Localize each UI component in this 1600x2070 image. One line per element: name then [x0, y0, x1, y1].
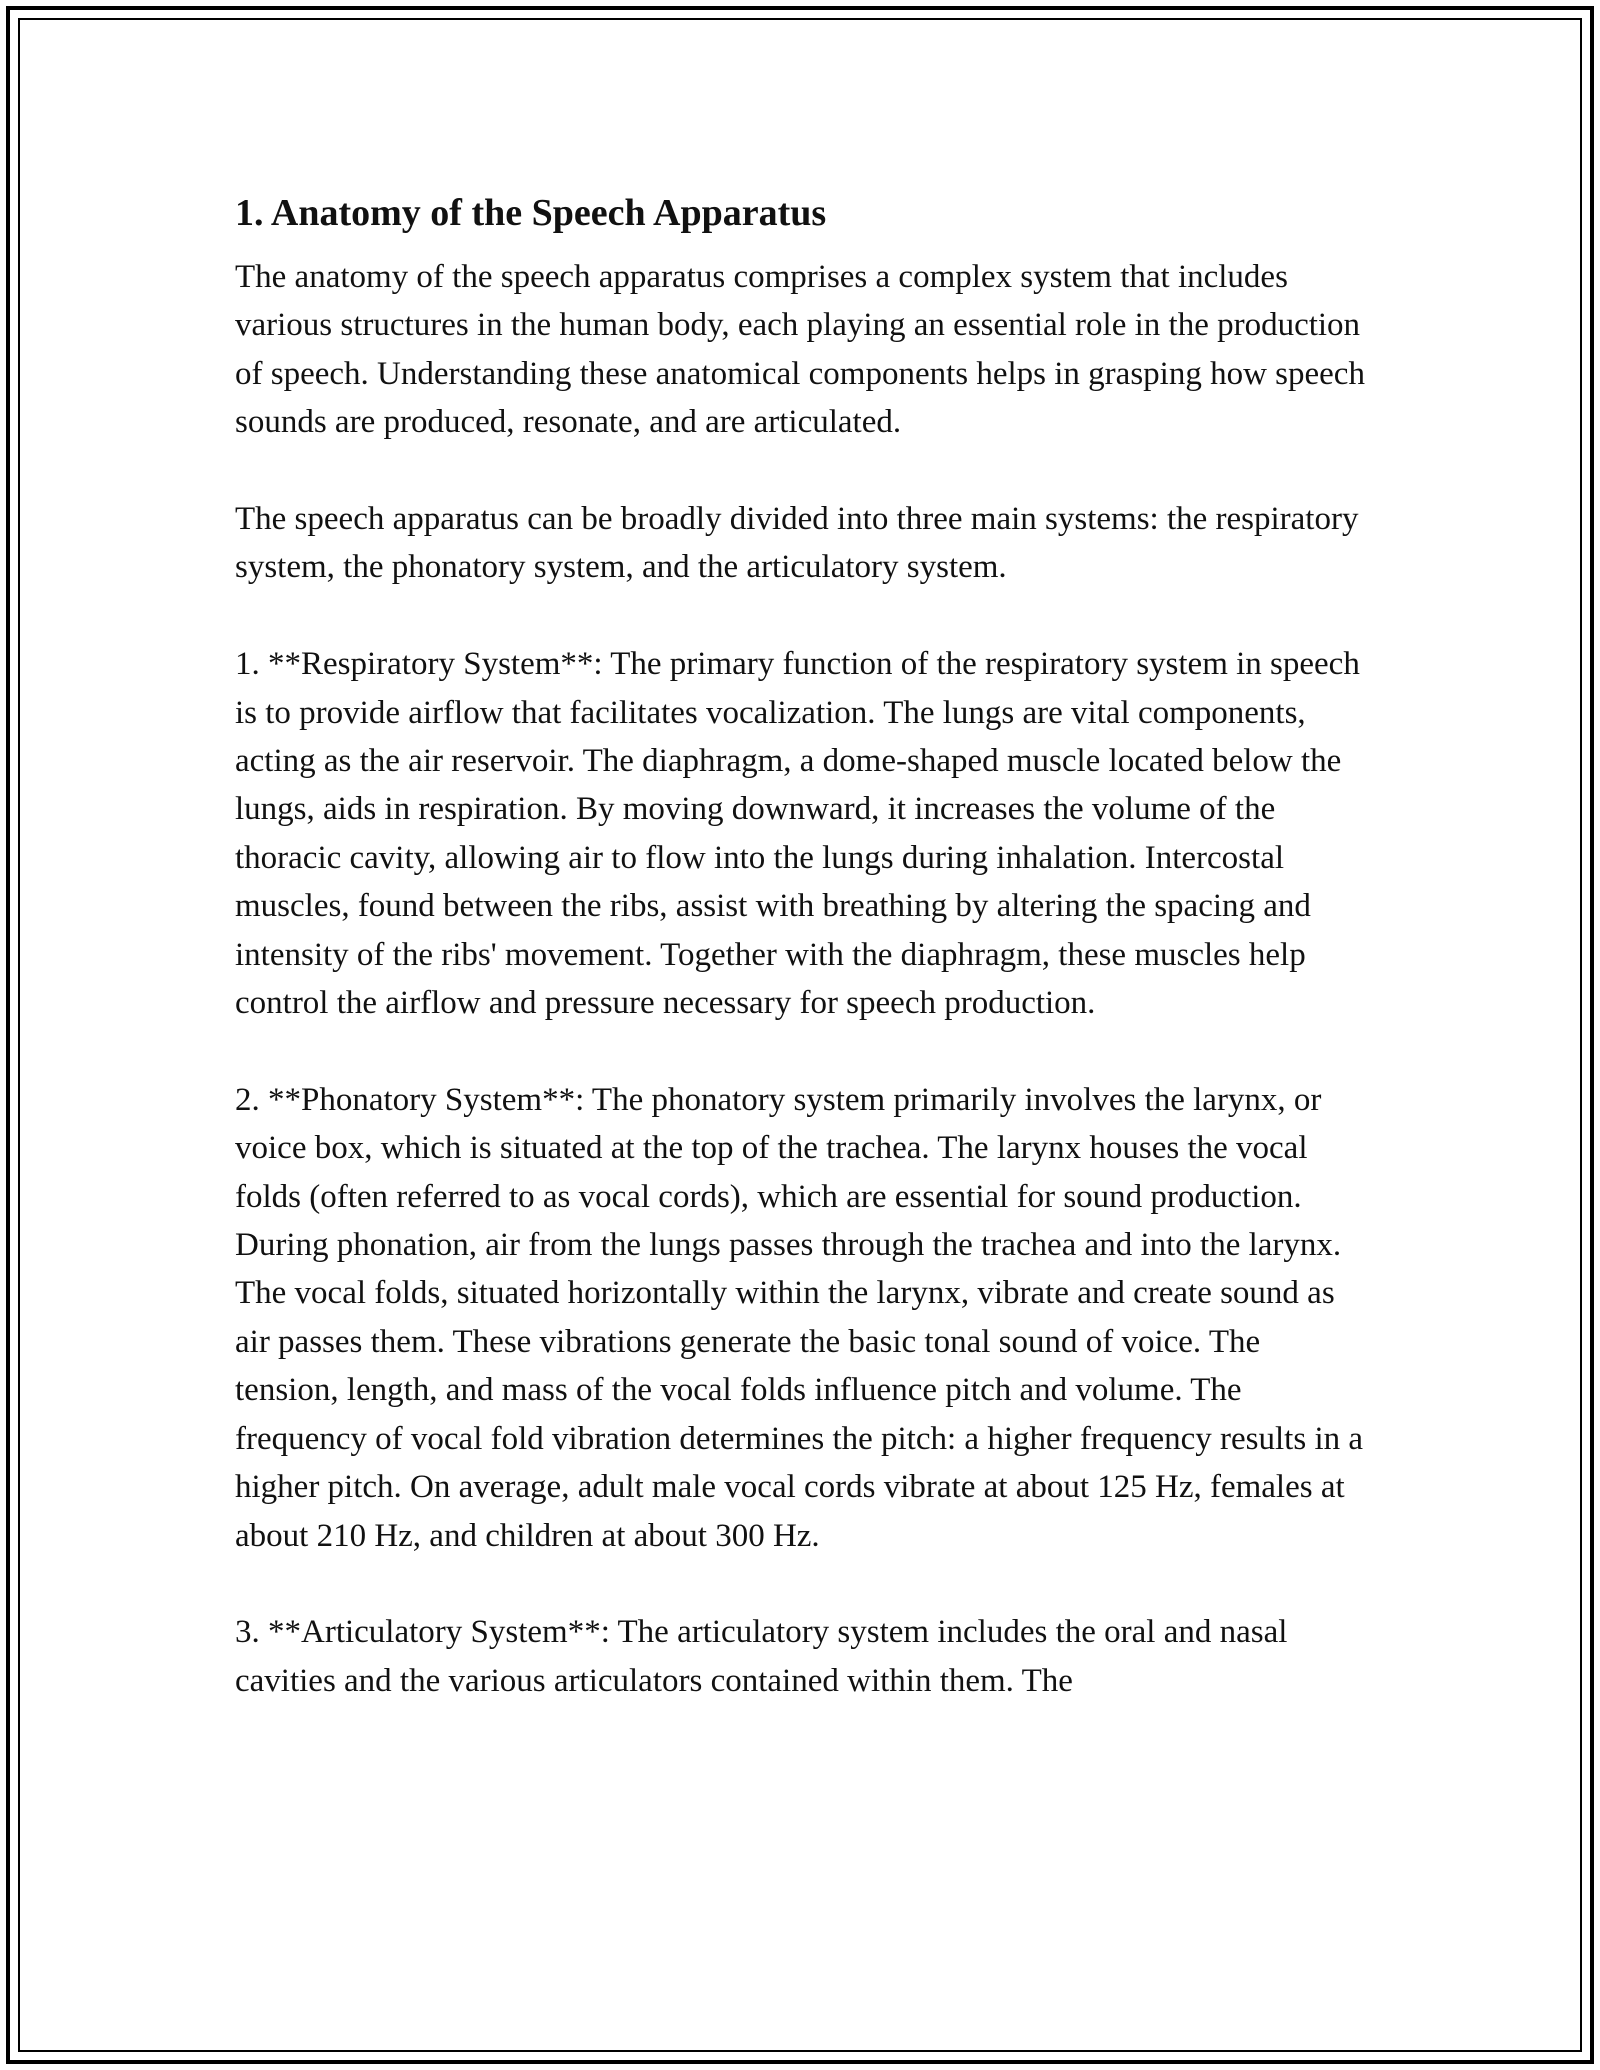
paragraph-systems-overview: The speech apparatus can be broadly divided into three main systems: the respiratory system, the phonatory system, and the articulatory system. — [235, 501, 1359, 586]
section-heading: 1. Anatomy of the Speech Apparatus — [235, 192, 827, 234]
paragraph-intro: The anatomy of the speech apparatus comprises a complex system that includes various structures in the human body, each playing an essential role in the production of speech. Understanding these anatomical components helps in grasping how speech sounds are produced, resonate, and are articulated. — [235, 259, 1365, 441]
paragraph-articulatory-system: 3. **Articulatory System**: The articulatory system includes the oral and nasal cavities and the various articulators contained within them. The — [235, 1614, 1288, 1699]
document-body — [235, 187, 1370, 1754]
paragraph-respiratory-system: 1. **Respiratory System**: The primary function of the respiratory system in speech is to provide airflow that facilitates vocalization. The lungs are vital components, acting as the air reservoir. The diaphragm, a dome-shaped muscle located below the lungs, aids in respiration. By moving downward, it increases the volume of the thoracic cavity, allowing air to flow into the lungs during inhalation. Intercostal muscles, found between the ribs, assist with breathing by altering the spacing and intensity of the ribs' movement. Together with the diaphragm, these muscles help control the airflow and pressure necessary for speech production. — [235, 646, 1360, 1022]
paragraph-phonatory-system: 2. **Phonatory System**: The phonatory system primarily involves the larynx, or voice box, which is situated at the top of the trachea. The larynx houses the vocal folds (often referred to as vocal cords), which are essential for sound production. During phonation, air from the lungs passes through the trachea and into the larynx. The vocal folds, situated horizontally within the larynx, vibrate and create sound as air passes them. These vibrations generate the basic tonal sound of voice. The tension, length, and mass of the vocal folds influence pitch and volume. The frequency of vocal fold vibration determines the pitch: a higher frequency results in a higher pitch. On average, adult male vocal cords vibrate at about 125 Hz, females at about 210 Hz, and children at about 300 Hz. — [235, 1081, 1364, 1554]
